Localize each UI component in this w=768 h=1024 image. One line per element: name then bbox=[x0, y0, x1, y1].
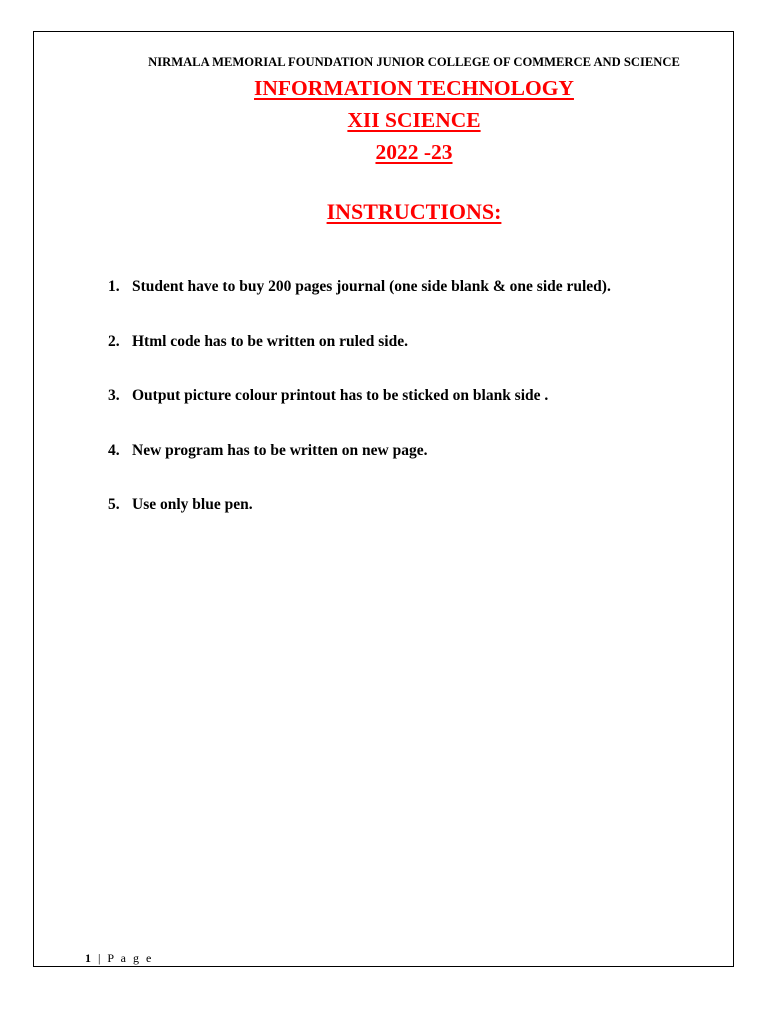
instruction-text: Use only blue pen. bbox=[132, 496, 253, 513]
instructions-list bbox=[108, 278, 611, 551]
page-footer bbox=[85, 951, 153, 966]
instruction-number: 2. bbox=[108, 332, 120, 350]
instruction-number: 3. bbox=[108, 387, 120, 404]
instruction-text: Student have to buy 200 pages journal (one side blank & one side ruled). bbox=[132, 278, 611, 295]
instruction-item bbox=[108, 278, 611, 333]
instructions-heading: INSTRUCTIONS: bbox=[326, 199, 502, 224]
instruction-text: New program has to be written on new page. bbox=[132, 441, 428, 459]
instruction-number: 5. bbox=[108, 496, 120, 513]
subject-title: INFORMATION TECHNOLOGY bbox=[254, 76, 574, 100]
instruction-text: Output picture colour printout has to be sticked on blank side . bbox=[132, 387, 549, 404]
footer-separator: | bbox=[93, 951, 108, 965]
college-name: NIRMALA MEMORIAL FOUNDATION JUNIOR COLLEGE OF COMMERCE AND SCIENCE bbox=[148, 55, 680, 69]
instruction-item bbox=[108, 442, 611, 497]
class-title: XII SCIENCE bbox=[347, 108, 481, 132]
instruction-item bbox=[108, 387, 611, 442]
instruction-item bbox=[108, 333, 611, 388]
year-title: 2022 -23 bbox=[375, 140, 453, 164]
instruction-text: Html code has to be written on ruled side. bbox=[132, 332, 408, 350]
page-label: P a g e bbox=[107, 951, 154, 965]
page-number: 1 bbox=[85, 951, 93, 965]
instruction-number: 1. bbox=[108, 278, 120, 295]
instruction-number: 4. bbox=[108, 441, 120, 459]
instruction-item bbox=[108, 496, 611, 551]
